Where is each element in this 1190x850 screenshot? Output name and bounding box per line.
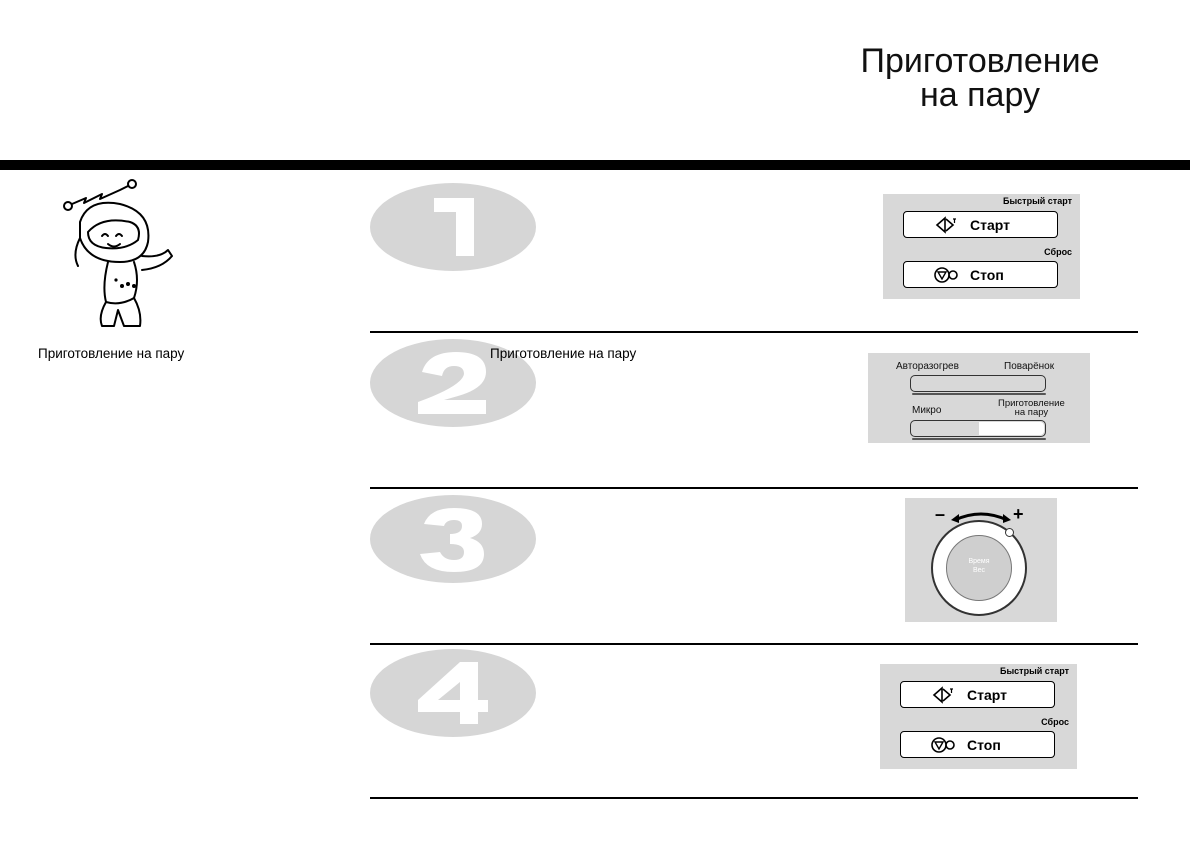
header-rule [0,160,1190,170]
step-3-badge [370,494,536,584]
dial-label-time: Время [968,558,990,565]
reheat-cook-button[interactable] [910,375,1046,392]
quick-start-label: Быстрый старт [1000,666,1069,676]
cook-label: Поварёнок [1004,361,1055,372]
dial-knob [946,535,1012,601]
reset-label: Сброс [1041,717,1069,727]
step-2-text: Приготовление на пару [490,346,637,361]
start-stop-panel [880,664,1077,769]
reheat-label: Авторазогрев [896,361,959,372]
micro-steam-button[interactable] [910,420,1046,437]
start-button[interactable] [903,211,1058,238]
page-title-line1: Приготовление [860,42,1100,80]
steam-label [998,399,1065,417]
mascot-illustration [50,176,190,336]
start-label: Старт [967,687,1007,703]
stop-label: Стоп [970,267,1004,283]
stop-icon [934,266,958,284]
reset-label: Сброс [1044,247,1072,257]
step-1-badge [370,182,536,272]
start-icon [931,686,955,704]
start-button[interactable] [900,681,1055,708]
stop-icon [931,736,955,754]
start-icon [934,216,958,234]
steam-label-line1: Приготовление [998,398,1065,409]
step-divider [370,797,1138,799]
micro-label: Микро [912,405,942,416]
quick-start-label: Быстрый старт [1003,196,1072,206]
sidebar-caption: Приготовление на пару [38,346,185,361]
function-panel [868,353,1090,443]
stop-label: Стоп [967,737,1001,753]
step-4-badge [370,648,536,738]
steam-label-line2: на пару [1014,407,1049,418]
step-divider [370,331,1138,333]
start-label: Старт [970,217,1010,233]
page-title [820,44,1140,112]
start-stop-panel [883,194,1080,299]
step-divider [370,643,1138,645]
dial-panel [905,498,1057,622]
step-divider [370,487,1138,489]
button-shadow [912,393,1046,395]
minus-sign: – [935,504,946,524]
steam-button-highlight [979,422,1044,435]
stop-button[interactable] [903,261,1058,288]
dial-indicator [1005,528,1014,537]
dial-label-weight: Вес [972,567,986,574]
plus-sign: + [1013,504,1024,524]
stop-button[interactable] [900,731,1055,758]
button-shadow [912,438,1046,440]
page-title-line2: на пару [920,76,1040,114]
